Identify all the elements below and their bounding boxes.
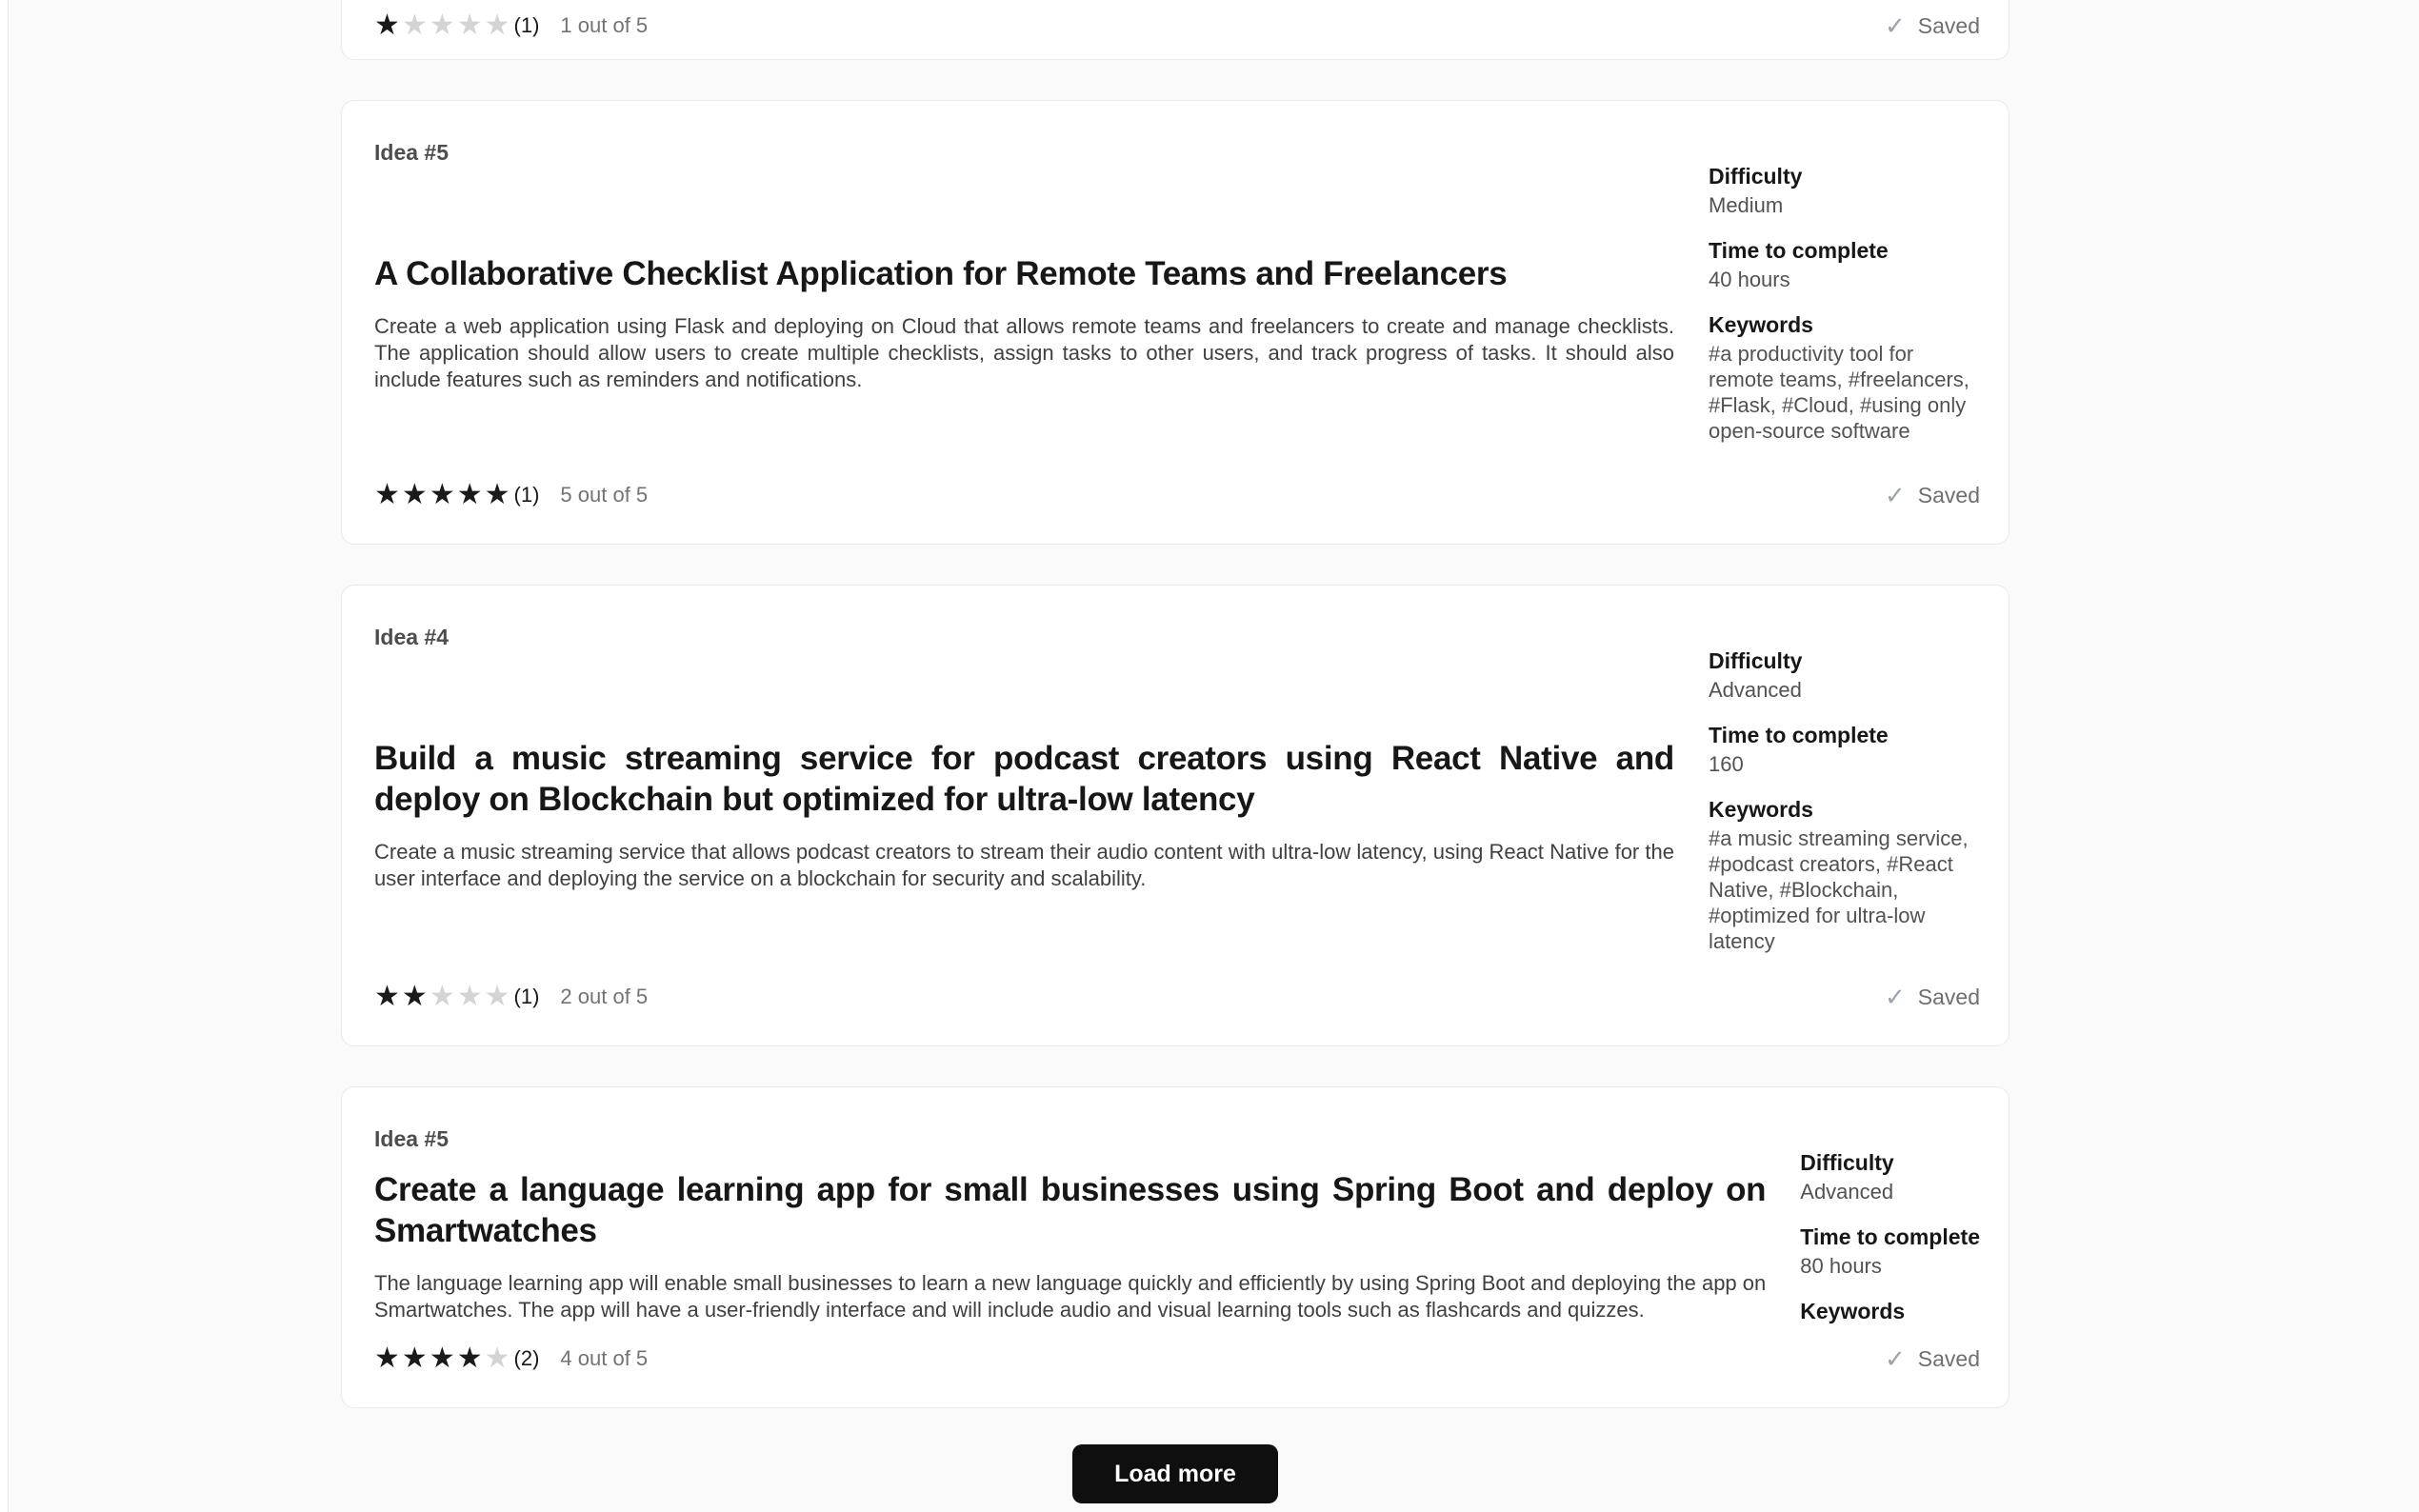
star-icon[interactable]: ★	[456, 479, 485, 510]
saved-label: Saved	[1917, 1345, 1980, 1371]
difficulty-heading: Difficulty	[1709, 164, 1803, 189]
star-icon[interactable]: ★	[484, 479, 512, 510]
saved-label: Saved	[1917, 12, 1980, 38]
difficulty-group	[1709, 164, 1980, 218]
star-icon[interactable]: ★	[456, 981, 485, 1012]
saved-indicator[interactable]	[1885, 483, 1980, 508]
rating-text: 1 out of 5	[560, 13, 649, 37]
keywords-heading: Keywords	[1709, 797, 1813, 822]
star-icon[interactable]: ★	[401, 479, 430, 510]
saved-indicator[interactable]	[1885, 1346, 1980, 1372]
idea-card-partial	[341, 0, 2009, 60]
idea-card	[341, 585, 2009, 1046]
star-icon[interactable]: ★	[429, 10, 457, 41]
load-more-container	[341, 1444, 2009, 1503]
idea-meta-panel	[1709, 139, 1980, 481]
star-icon[interactable]: ★	[456, 1343, 485, 1374]
keywords-group	[1709, 312, 1980, 444]
star-icon[interactable]: ★	[484, 981, 512, 1012]
star-icon[interactable]: ★	[401, 1343, 430, 1374]
star-icon[interactable]: ★	[484, 10, 512, 41]
time-group	[1800, 1224, 1980, 1279]
idea-description: Create a music streaming service that allows podcast creators to stream their audio content with ultra-low latency, using React Native for the user interface and deploying the service on a blockchain for security and scalability.	[374, 840, 1674, 890]
keywords-group	[1709, 797, 1980, 954]
card-main	[374, 1125, 1766, 1344]
rating	[374, 1344, 648, 1373]
time-value: 160	[1709, 752, 1744, 776]
idea-title: Build a music streaming service for podcast creators using React Native and deploy on Blockchain but optimized for ultra-low latency	[374, 740, 1674, 818]
time-group	[1709, 238, 1980, 292]
rating	[374, 481, 648, 509]
keywords-value: #a music streaming service, #podcast creators, #React Native, #Blockchain, #optimized for ultra-low latency	[1709, 826, 1969, 953]
idea-description: The language learning app will enable small businesses to learn a new language quickly and efficiently by using Spring Boot and deploying the app on Smartwatches. The app will have a user-friendly interface and will include audio and visual learning tools such as flashcards and quizzes.	[374, 1271, 1767, 1322]
saved-label: Saved	[1917, 984, 1980, 1009]
ideas-list	[341, 0, 2009, 1503]
idea-card	[341, 1086, 2009, 1408]
rating-stars[interactable]	[374, 1344, 512, 1373]
idea-number-label: Idea #4	[374, 625, 449, 649]
keywords-group	[1800, 1299, 1980, 1324]
card-footer	[374, 481, 1980, 509]
keywords-value: #a productivity tool for remote teams, #freelancers, #Flask, #Cloud, #using only open-source software	[1709, 342, 1969, 443]
card-footer	[374, 983, 1980, 1011]
star-icon[interactable]: ★	[429, 479, 457, 510]
star-icon[interactable]: ★	[484, 1343, 512, 1374]
rating	[374, 11, 648, 40]
check-icon: ✓	[1884, 1344, 1906, 1373]
star-icon[interactable]: ★	[456, 10, 485, 41]
time-heading: Time to complete	[1709, 723, 1889, 747]
star-icon[interactable]: ★	[374, 10, 402, 41]
idea-title: Create a language learning app for small businesses using Spring Boot and deploy on Smartwatches	[374, 1171, 1767, 1249]
rating-stars[interactable]	[374, 11, 512, 40]
saved-label: Saved	[1917, 482, 1980, 507]
idea-number-label: Idea #5	[374, 140, 449, 165]
saved-indicator[interactable]	[1885, 13, 1980, 39]
card-footer	[374, 1344, 1980, 1373]
rating-count: (1)	[513, 483, 540, 507]
star-icon[interactable]: ★	[401, 981, 430, 1012]
idea-meta-panel	[1709, 624, 1980, 983]
time-value: 40 hours	[1709, 268, 1790, 291]
idea-title: A Collaborative Checklist Application for Remote Teams and Freelancers	[374, 255, 1508, 292]
rating-stars[interactable]	[374, 481, 512, 509]
check-icon: ✓	[1884, 481, 1906, 509]
keywords-heading: Keywords	[1800, 1299, 1906, 1323]
rating-text: 2 out of 5	[560, 985, 649, 1008]
rating-text: 5 out of 5	[560, 483, 649, 507]
card-main	[374, 139, 1674, 481]
star-icon[interactable]: ★	[374, 479, 402, 510]
check-icon: ✓	[1884, 11, 1906, 40]
difficulty-heading: Difficulty	[1709, 648, 1803, 673]
star-icon[interactable]: ★	[401, 10, 430, 41]
rating-count: (2)	[513, 1346, 540, 1370]
left-rail	[0, 0, 9, 1512]
rating-stars[interactable]	[374, 983, 512, 1011]
rating-count: (1)	[513, 985, 540, 1008]
star-icon[interactable]: ★	[374, 981, 402, 1012]
star-icon[interactable]: ★	[429, 981, 457, 1012]
idea-card	[341, 100, 2009, 545]
time-heading: Time to complete	[1709, 238, 1889, 263]
load-more-button[interactable]: Load more	[1072, 1444, 1278, 1503]
difficulty-value: Advanced	[1709, 678, 1802, 702]
difficulty-group	[1800, 1150, 1980, 1204]
check-icon: ✓	[1884, 983, 1906, 1011]
time-value: 80 hours	[1800, 1254, 1882, 1278]
keywords-heading: Keywords	[1709, 312, 1813, 337]
difficulty-value: Medium	[1709, 193, 1784, 217]
idea-meta-panel	[1800, 1125, 1980, 1344]
rating	[374, 983, 648, 1011]
rating-count: (1)	[513, 13, 540, 37]
idea-description: Create a web application using Flask and deploying on Cloud that allows remote teams and freelancers to create and manage checklists. The application should allow users to create multiple checklists, assign tasks to other users, and track progress of tasks. It should also include features such as reminders and notifications.	[374, 314, 1674, 391]
time-group	[1709, 723, 1980, 777]
time-heading: Time to complete	[1800, 1224, 1980, 1249]
difficulty-group	[1709, 648, 1980, 703]
idea-number-label: Idea #5	[374, 1126, 449, 1151]
rating-text: 4 out of 5	[560, 1346, 649, 1370]
saved-indicator[interactable]	[1885, 985, 1980, 1010]
card-main	[374, 624, 1674, 983]
difficulty-value: Advanced	[1800, 1180, 1894, 1204]
card-footer	[374, 11, 1980, 40]
star-icon[interactable]: ★	[374, 1343, 402, 1374]
difficulty-heading: Difficulty	[1800, 1150, 1894, 1175]
star-icon[interactable]: ★	[429, 1343, 457, 1374]
